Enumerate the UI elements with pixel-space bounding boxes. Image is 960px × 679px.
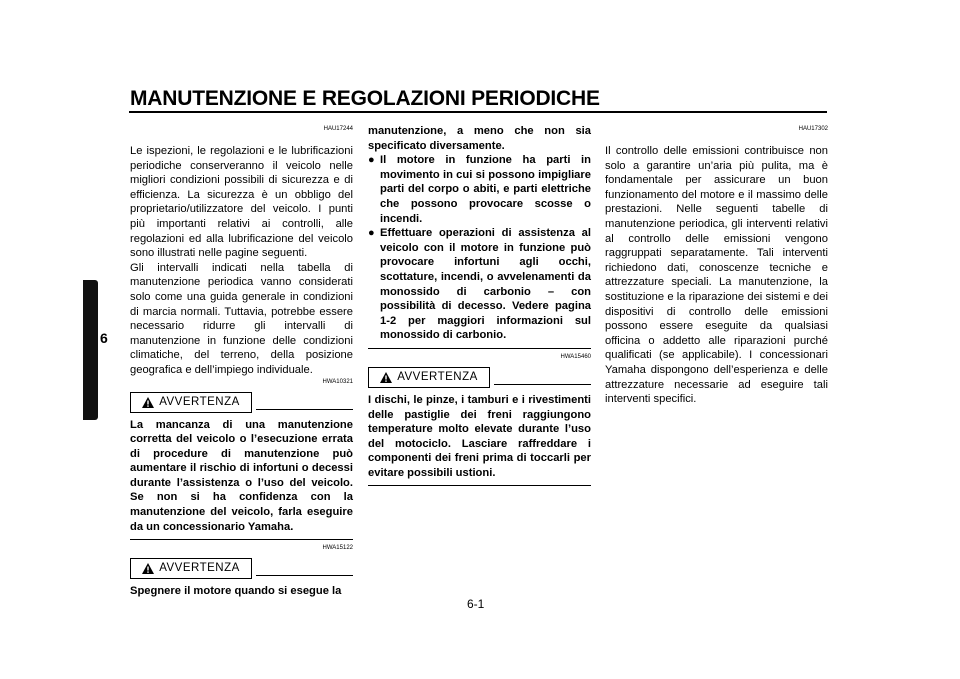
warning-triangle-icon [380, 372, 392, 383]
page-number: 6-1 [467, 597, 485, 611]
chapter-tab [83, 280, 98, 420]
warning-end-rule [368, 485, 591, 486]
warning-rule [256, 575, 353, 576]
warning-text: Spegnere il motore quando si esegue la [130, 585, 342, 598]
warning-text: I dischi, le pinze, i tamburi e i rivestimenti delle pastiglie dei freni raggiungono temperature molto elevate durante l’uso del motociclo. Lasciare raffreddare i componenti dei freni prima di toccarli per evitare possibili ustioni. [368, 393, 591, 479]
warning-code: HWA15122 [322, 545, 353, 552]
column-2 [368, 124, 591, 490]
section-code: HAU17302 [798, 126, 828, 132]
warning-box [368, 367, 490, 388]
warning-text: La mancanza di una manutenzione corretta del veicolo o l’esecuzione errata di procedure di manutenzione può aumentare il rischio di infortuni o decessi durante l’assistenza o l’uso del veicolo. Se non si ha confidenza con la manutenzione del veicolo, farla eseguire da un concessionario Yamaha. [130, 418, 353, 533]
bullet-icon: ● [368, 227, 375, 240]
spacer [130, 135, 353, 144]
warning-rule [494, 384, 591, 385]
warning-triangle-icon [142, 563, 154, 574]
warning-text-continued: manutenzione, a meno che non sia specificato diversamente. [368, 125, 591, 152]
warning-label: AVVERTENZA [159, 395, 240, 408]
page-title: MANUTENZIONE E REGOLAZIONI PERIODICHE [130, 87, 600, 110]
warning-box [130, 392, 252, 413]
paragraph: Il controllo delle emissioni contribuisce non solo a garantire un’aria più pulita, ma è fondamentale per assicurare un buon funzionamento del motore e il massimo delle prestazioni. Nelle seguenti tabelle di manutenzione periodica, gli interventi relativi al controllo delle emissioni vengono raggruppati separatamente. Tali interventi richiedono dati, conoscenze tecniche e attrezzature speciali. La manutenzione, la sostituzione e la riparazione dei sistemi e dei dispositivi di controllo delle emissioni possono essere eseguite da qualsiasi officina o addetto alle riparazioni purché qualificati (se applicabile). I concessionari Yamaha dispongono dell’esperienza e delle attrezzature necessarie ad eseguire tali interventi specifici. [605, 145, 828, 406]
warning-rule [256, 409, 353, 410]
warning-code: HWA10321 [322, 378, 353, 385]
warning-code: HWA15460 [560, 353, 591, 360]
title-rule [129, 111, 827, 113]
warning-label: AVVERTENZA [397, 371, 478, 384]
paragraph: Le ispezioni, le regolazioni e le lubrificazioni periodiche conserveranno il veicolo nelle migliori condizioni possibili di sicurezza e di efficienza. La sicurezza è un obbligo del proprietario/utilizzatore del veicolo. I punti più importanti relativi ai controlli, alle regolazioni ed alla lubrificazione del veicolo sono illustrati nelle pagine seguenti. [130, 145, 353, 260]
bullet-item [368, 226, 591, 343]
spacer [605, 135, 828, 144]
warning-end-rule [130, 539, 353, 540]
warning-label: AVVERTENZA [159, 562, 240, 575]
warning-box [130, 558, 252, 579]
column-3 [605, 125, 828, 407]
section-code: HAU17244 [323, 126, 353, 132]
bullet-text: Il motore in funzione ha parti in movimento in cui si possono impigliare parti del corpo o abiti, e parti elettriche che possono provocare scosse o incendi. [380, 154, 591, 225]
bullet-icon: ● [368, 154, 375, 167]
bullet-text: Effettuare operazioni di assistenza al veicolo con il motore in funzione può provocare infortuni agli occhi, scottature, incendi, o avvelenamenti da monossido di carbonio – con possibilità di decesso. Vedere pagina 1-2 per maggiori informazioni sul monossido di carbonio. [380, 227, 591, 342]
paragraph: Gli intervalli indicati nella tabella di manutenzione periodica vanno considerati solo come una guida generale in condizioni di marcia normali. Tuttavia, potrebbe essere necessario ridurre gli intervalli di manutenzione in funzione delle condizioni climatiche, del terreno, della posizione geografica e dell’impiego individuale. [130, 261, 353, 376]
warning-header [368, 365, 591, 389]
warning-header [130, 556, 353, 580]
warning-header [130, 390, 353, 414]
chapter-number: 6 [100, 330, 108, 346]
bullet-item [368, 153, 591, 226]
warning-end-rule [368, 348, 591, 349]
warning-triangle-icon [142, 397, 154, 408]
column-1 [130, 125, 353, 599]
